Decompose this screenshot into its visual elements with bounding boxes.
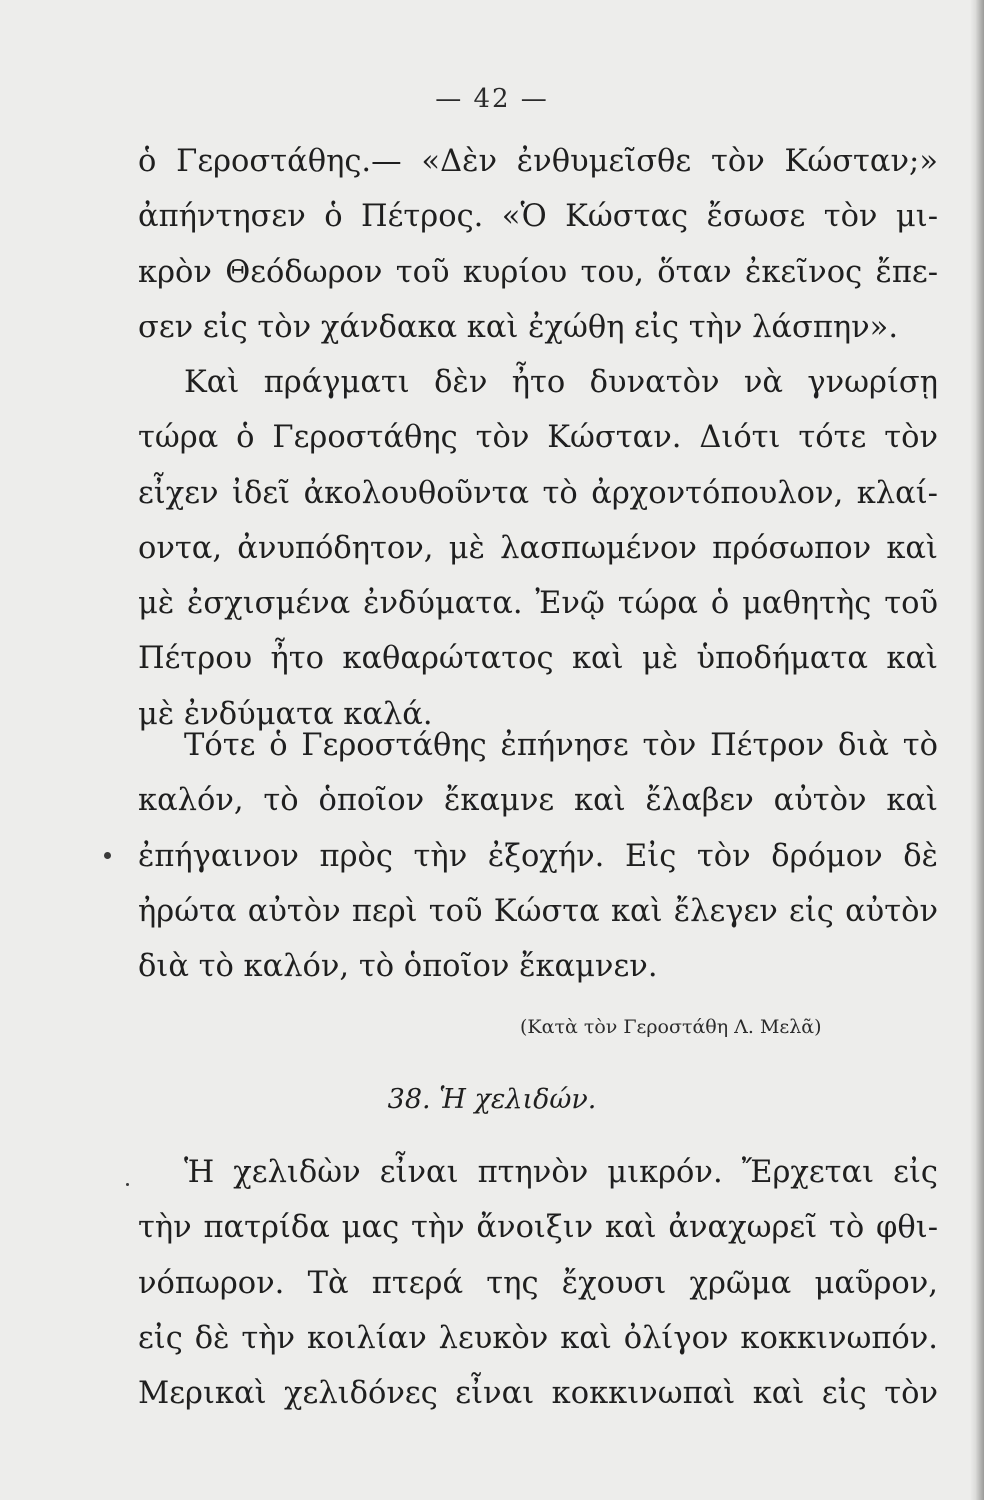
ink-speck (104, 852, 111, 859)
text-line: κρὸν Θεόδωρον τοῦ κυρίου του, ὅταν ἐκεῖνος ἔπε- (138, 254, 938, 290)
page-number: — 42 — (435, 84, 549, 114)
text-line: ἠρώτα αὐτὸν περὶ τοῦ Κώστα καὶ ἔλεγεν εἰς αὐτὸν (138, 893, 938, 929)
text-line: εἶχεν ἰδεῖ ἀκολουθοῦντα τὸ ἀρχοντόπουλον, κλαί- (138, 475, 938, 511)
text-line: νόπωρον. Τὰ πτερά της ἔχουσι χρῶμα μαῦρον, (138, 1265, 938, 1301)
text-line: καλόν, τὸ ὁποῖον ἔκαμνε καὶ ἔλαβεν αὐτὸν καὶ (138, 783, 938, 819)
paragraph-swallow (138, 1145, 938, 1421)
text-line: Πέτρου ἦτο καθαρώτατος καὶ μὲ ὑποδήματα καὶ (138, 641, 938, 677)
paragraph-continuation (138, 134, 938, 355)
text-line: εἰς δὲ τὴν κοιλίαν λευκὸν καὶ ὀλίγον κοκκινωπόν. (138, 1320, 938, 1356)
paragraph-recognition (138, 355, 938, 742)
text-line: διὰ τὸ καλόν, τὸ ὁποῖον ἔκαμνεν. (138, 949, 658, 985)
page-edge (976, 0, 984, 1500)
ink-speck (126, 1183, 129, 1186)
text-line: ὁ Γεροστάθης.— «Δὲν ἐνθυμεῖσθε τὸν Κώσταν;» (138, 144, 938, 179)
text-line: μὲ ἐσχισμένα ἐνδύματα. Ἐνῷ τώρα ὁ μαθητὴς τοῦ (138, 586, 938, 622)
paragraph-praise (138, 718, 938, 994)
text-line: ἀπήντησεν ὁ Πέτρος. «Ὁ Κώστας ἔσωσε τὸν μι- (138, 199, 938, 235)
text-line: τώρα ὁ Γεροστάθης τὸν Κώσταν. Διότι τότε τὸν (138, 420, 938, 456)
source-attribution: (Κατὰ τὸν Γεροστάθη Λ. Μελᾶ) (520, 1016, 822, 1038)
text-line: ἐπήγαινον πρὸς τὴν ἐξοχήν. Εἰς τὸν δρόμον δὲ (138, 838, 938, 874)
text-line: σεν εἰς τὸν χάνδακα καὶ ἐχώθη εἰς τὴν λάσπην». (138, 309, 899, 345)
text-line: Ἡ χελιδὼν εἶναι πτηνὸν μικρόν. Ἔρχεται εἰς (184, 1155, 938, 1190)
text-line: μὲ ἐνδύματα καλά. (138, 696, 433, 732)
text-line: Τότε ὁ Γεροστάθης ἐπήνησε τὸν Πέτρον διὰ τὸ (184, 728, 938, 763)
text-line: οντα, ἀνυπόδητον, μὲ λασπωμένον πρόσωπον καὶ (138, 530, 938, 566)
text-line: Μερικαὶ χελιδόνες εἶναι κοκκινωπαὶ καὶ εἰς τὸν (138, 1376, 938, 1412)
text-line: Καὶ πράγματι δὲν ἦτο δυνατὸν νὰ γνωρίσῃ (184, 365, 938, 400)
section-heading: 38. Ἡ χελιδών. (387, 1084, 597, 1115)
text-line: τὴν πατρίδα μας τὴν ἄνοιξιν καὶ ἀναχωρεῖ τὸ φθι- (138, 1210, 938, 1246)
